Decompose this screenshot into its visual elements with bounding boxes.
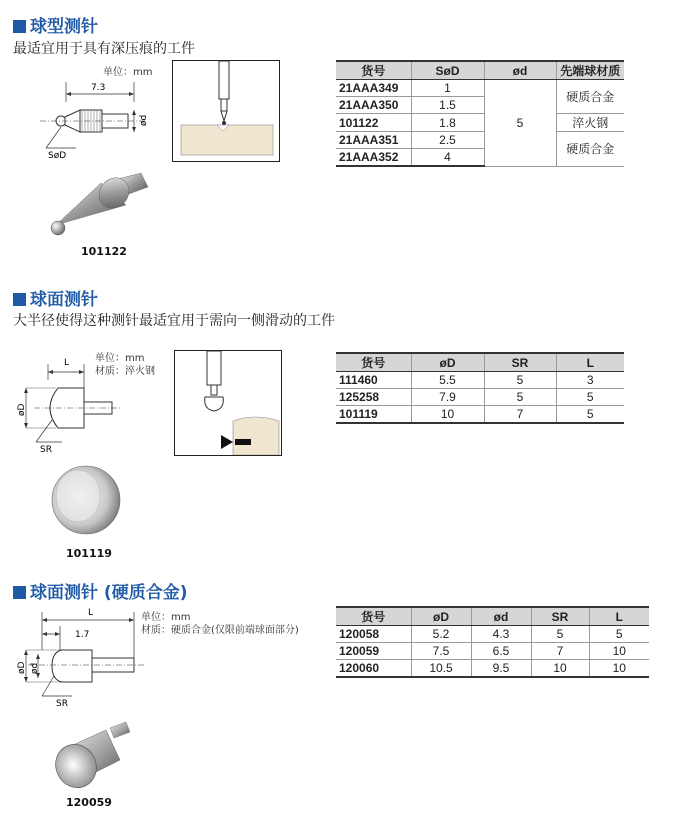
dim-D-label: øD	[17, 403, 27, 416]
photo-caption: 101119	[66, 547, 112, 560]
header-cell: 先端球材质	[556, 61, 624, 80]
dim-ball-label: SøD	[48, 151, 67, 160]
table-row	[336, 643, 649, 660]
header-cell: ød	[484, 61, 556, 80]
photo-caption: 120059	[66, 796, 112, 809]
item-code: 21AAA349	[336, 80, 411, 97]
header-cell: øD	[411, 607, 471, 626]
item-code: 21AAA352	[336, 149, 411, 167]
cell: 5	[484, 389, 556, 406]
cell: 1.5	[411, 97, 484, 114]
dim-d-label: ød	[30, 662, 40, 674]
section-title-ball-stylus: 球型测针	[13, 12, 98, 37]
table-header-row	[336, 353, 624, 372]
item-code: 120058	[336, 626, 411, 643]
table-row	[336, 626, 649, 643]
item-code: 120059	[336, 643, 411, 660]
table-row	[336, 660, 649, 678]
header-cell: ød	[471, 607, 531, 626]
section-description: 大半径使得这种测针最适宜用于需向一侧滑动的工件	[13, 313, 335, 329]
header-cell: 货号	[336, 607, 411, 626]
header-cell: L	[556, 353, 624, 372]
section-title-carbide-flat-stylus: 球面测针 (硬质合金)	[13, 578, 187, 603]
cell: 1	[411, 80, 484, 97]
item-code: 111460	[336, 372, 411, 389]
header-cell: 货号	[336, 61, 411, 80]
material-cell: 硬质合金	[556, 132, 624, 167]
cell: 10.5	[411, 660, 471, 678]
cell: 3	[556, 372, 624, 389]
dim-SR-label: SR	[56, 699, 68, 709]
usage-illustration-box	[174, 350, 282, 456]
cell: 10	[589, 660, 649, 678]
section-description: 最适宜用于具有深压痕的工件	[13, 41, 195, 57]
dim-SR-label: SR	[40, 445, 52, 455]
cell: 7	[484, 406, 556, 424]
material-cell: 淬火钢	[556, 114, 624, 132]
cell: 5	[556, 389, 624, 406]
cell: 10	[589, 643, 649, 660]
dim-length-label: 7.3	[91, 83, 106, 93]
cell: 10	[411, 406, 484, 424]
table-row	[336, 372, 624, 389]
table-header-row	[336, 61, 624, 80]
unit-label: 单位：mm	[103, 67, 153, 78]
table-header-row	[336, 607, 649, 626]
ball-stylus-spec-table	[336, 60, 624, 167]
cell: 4.3	[471, 626, 531, 643]
cell: 1.8	[411, 114, 484, 132]
table-row	[336, 114, 624, 132]
cell: 4	[411, 149, 484, 167]
table-row	[336, 406, 624, 424]
cell: 7	[531, 643, 589, 660]
table-row	[336, 389, 624, 406]
carbide-stylus-spec-table	[336, 606, 649, 678]
table-row	[336, 80, 624, 97]
cell: 10	[531, 660, 589, 678]
cell: 5	[531, 626, 589, 643]
title-square-icon	[13, 586, 26, 599]
cell: 5.2	[411, 626, 471, 643]
dim-1-7-label: 1.7	[75, 630, 90, 640]
cell: 2.5	[411, 132, 484, 149]
material-cell: 硬质合金	[556, 80, 624, 114]
cell: 7.5	[411, 643, 471, 660]
header-cell: SR	[484, 353, 556, 372]
dim-L-label: L	[88, 608, 94, 618]
item-code: 125258	[336, 389, 411, 406]
ball-stylus-photo	[46, 165, 156, 245]
unit-label: 单位：mm 材质：硬质合金(仅限前端球面部分)	[141, 612, 299, 636]
flat-face-stylus-spec-table	[336, 352, 624, 424]
header-cell: SøD	[411, 61, 484, 80]
title-square-icon	[13, 20, 26, 33]
item-code: 101122	[336, 114, 411, 132]
header-cell: SR	[531, 607, 589, 626]
cell: 7.9	[411, 389, 484, 406]
usage-illustration-box	[172, 60, 280, 162]
header-cell: L	[589, 607, 649, 626]
header-cell: 货号	[336, 353, 411, 372]
flat-face-stylus-photo	[48, 462, 126, 540]
cell: 5	[589, 626, 649, 643]
header-cell: øD	[411, 353, 484, 372]
dim-L-label: L	[64, 358, 70, 368]
shaft-diameter-cell: 5	[484, 80, 556, 167]
flat-face-stylus-dimension-drawing	[12, 350, 127, 460]
title-square-icon	[13, 293, 26, 306]
cell: 5.5	[411, 372, 484, 389]
item-code: 21AAA351	[336, 132, 411, 149]
unit-label: 单位：mm 材质：淬火钢	[95, 353, 155, 377]
carbide-stylus-photo	[48, 720, 138, 792]
cell: 5	[556, 406, 624, 424]
table-row	[336, 132, 624, 149]
deep-indent-usage-illustration	[173, 61, 279, 161]
ball-stylus-dimension-drawing	[36, 80, 166, 160]
photo-caption: 101122	[81, 245, 127, 258]
cell: 6.5	[471, 643, 531, 660]
item-code: 21AAA350	[336, 97, 411, 114]
item-code: 101119	[336, 406, 411, 424]
sliding-usage-illustration	[175, 351, 281, 455]
dim-D-label: øD	[17, 661, 27, 674]
item-code: 120060	[336, 660, 411, 678]
dim-shaft-label: ød	[139, 114, 149, 126]
section-title-flat-face-stylus: 球面测针	[13, 285, 98, 310]
cell: 5	[484, 372, 556, 389]
cell: 9.5	[471, 660, 531, 678]
carbide-stylus-dimension-drawing	[12, 606, 152, 716]
